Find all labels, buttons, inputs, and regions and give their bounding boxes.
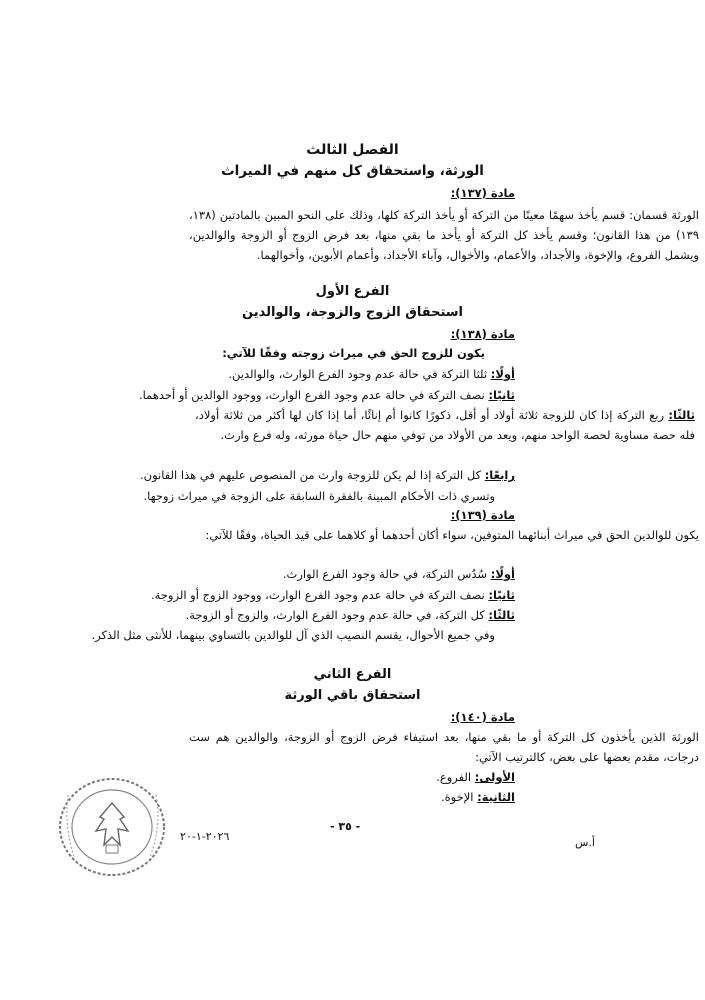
item-text: سُدُس التركة، في حالة وجود الفرع الوارث. [282, 567, 488, 581]
section-1-subtitle: استحقاق الزوج والزوجة، والوالدين [242, 305, 463, 320]
footer-date: ٢٠٢٦-١-٢٠ [180, 830, 230, 843]
article-138-item-4 [140, 468, 515, 483]
article-138-item-3 [195, 405, 695, 445]
article-138-item-1 [228, 367, 515, 382]
article-138-label: مادة (١٣٨): [450, 327, 515, 341]
article-140-item-2 [441, 790, 515, 805]
section-2-title: الفرع الثاني [313, 667, 392, 682]
item-number: أولًا: [490, 567, 515, 581]
section-2-subtitle: استحقاق باقي الورثة [284, 688, 421, 703]
item-number: ثانيًا: [488, 588, 515, 602]
page-number: - ٣٥ - [330, 820, 361, 833]
item-number: رابعًا: [484, 468, 515, 482]
item-number: ثالثًا: [488, 608, 515, 622]
article-140-label: مادة (١٤٠): [450, 710, 515, 724]
chapter-title: الفصل الثالث [306, 142, 399, 158]
article-140-text: الورثة الذين يأخذون كل التركة أو ما بقي منها، بعد استيفاء فرض الزوج أو الزوجة، والوالدين هم ست درجات، مقدم بعضها على بعض، كالترتيب الآتي: [189, 730, 699, 764]
item-number: الثانية: [477, 790, 515, 804]
item-number: ثالثًا: [668, 408, 695, 422]
article-139-label: مادة (١٣٩): [450, 508, 515, 522]
article-140-item-1 [436, 770, 515, 785]
article-137-label: مادة (١٣٧): [450, 186, 515, 200]
item-number: الأولى: [474, 770, 515, 784]
item-text: كل التركة، في حالة عدم وجود الفرع الوارث، والزوج أو الزوجة. [185, 608, 485, 622]
official-seal-icon [44, 765, 174, 885]
item-text: نصف التركة في حالة عدم وجود الفرع الوارث، ووجود الزوج أو الزوجة. [150, 588, 485, 602]
article-138-intro: يكون للزوج الحق في ميراث زوجته وفقًا للآتي: [222, 346, 485, 360]
article-139-item-3 [186, 608, 515, 623]
item-number: أولًا: [490, 367, 515, 381]
article-139-item-2 [151, 588, 515, 603]
article-137-text: الورثة قسمان: قسم يأخذ سهمًا معينًا من التركة أو يأخذ التركة كلها، وذلك على النحو المبين بالمادتين (١٣٨، ١٣٩) من هذا القانون؛ وقسم يأخذ كل التركة أو يأخذ ما بقي منها، بعد فرض الزوج أو الزوجة والوالدين، ويشمل الفروع، والإخوة، والأجداد، والأعمام، والأخوال، وآباء الأجداد، وأعمام الأبوين، وأخوالهما. [189, 208, 699, 262]
item-text: الإخوة. [441, 790, 474, 804]
chapter-subtitle: الورثة، واستحقاق كل منهم في الميراث [221, 163, 484, 179]
item-text: ثلثا التركة في حالة عدم وجود الفرع الوارث، والوالدين. [228, 367, 488, 381]
article-138-item-2 [139, 388, 515, 403]
section-1-title: الفرع الأول [315, 284, 390, 299]
item-text: نصف التركة في حالة عدم وجود الفرع الوارث، ووجود الوالدين أو أحدهما. [138, 388, 485, 402]
item-text: ربع التركة إذا كان للزوجة ثلاثة أولاد أو أقل، ذكورًا كانوا أم إناثًا، أما إذا كان لها أكثر من ثلاثة أولاد، فله حصة مساوية لحصة الواحد منهم، ويعد من الأولاد من توفي منهم حال حياة مورثه، وله فرع وارث. [195, 408, 695, 442]
article-139-item-1 [283, 567, 515, 582]
item-text: كل التركة إذا لم يكن للزوجة وارث من المنصوص عليهم في هذا القانون. [139, 468, 482, 482]
footer-initials: أ.س [575, 836, 595, 849]
item-text: الفروع. [436, 770, 472, 784]
article-139-closing: وفي جميع الأحوال، يقسم النصيب الذي آل للوالدين بالتساوي بينهما، للأنثى مثل الذكر. [91, 628, 495, 642]
item-number: ثانيًا: [488, 388, 515, 402]
article-139-intro: يكون للوالدين الحق في ميراث أبنائهما المتوفين، سواء أكان أحدهما أو كلاهما على قيد الحياة، وفقًا للآتي: [205, 528, 699, 542]
article-138-closing: وتسري ذات الأحكام المبينة بالفقرة السابقة على الزوجة في ميراث زوجها. [143, 489, 495, 503]
